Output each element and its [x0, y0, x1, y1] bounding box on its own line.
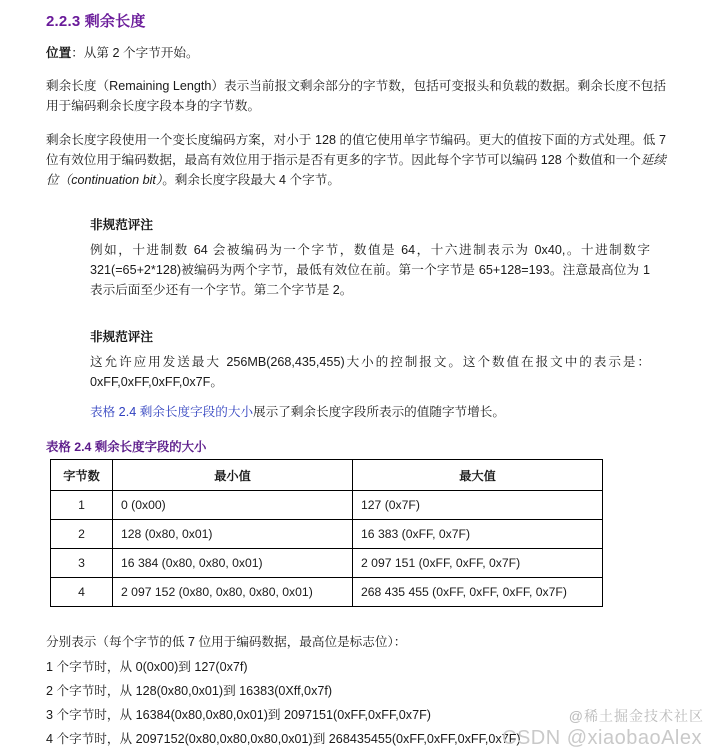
table-row [51, 491, 603, 520]
cell-max: 16 383 (0xFF, 0x7F) [353, 520, 603, 549]
cell-bytes: 1 [51, 491, 113, 520]
position-text: ：从第 2 个字节开始。 [71, 46, 199, 60]
cell-bytes: 2 [51, 520, 113, 549]
list-item: 3 个字节时，从 16384(0x80,0x80,0x01)到 2097151(0xFF,0xFF,0x7F) [46, 708, 431, 722]
table-cross-reference-link[interactable]: 表格 2.4 剩余长度字段的大小 [90, 405, 254, 419]
list-item: 2 个字节时，从 128(0x80,0x01)到 16383(0Xff,0x7f) [46, 684, 333, 698]
table-header-max: 最大值 [353, 460, 603, 491]
table-row [51, 520, 603, 549]
table-row [51, 578, 603, 607]
list-item: 1 个字节时，从 0(0x00)到 127(0x7f) [46, 660, 248, 674]
section-heading: 2.2.3 剩余长度 [46, 13, 146, 30]
note-2-title: 非规范评注 [90, 330, 153, 344]
note-block-1 [90, 214, 650, 300]
cell-min: 0 (0x00) [113, 491, 353, 520]
note-2-link-line [90, 402, 650, 422]
paragraph-varlen-part2: 。剩余长度字段最大 4 个字节。 [162, 173, 340, 187]
note-1-title: 非规范评注 [90, 218, 153, 232]
paragraph-varlen-italic: 延续位（continuation bit） [46, 153, 667, 187]
table-header-bytes: 字节数 [51, 460, 113, 491]
table-row [51, 549, 603, 578]
paragraph-varlen-part1: 剩余长度字段使用一个变长度编码方案，对小于 128 的值它使用单字节编码。更大的值按下面的方式处理。低 7 位有效位用于编码数据，最高有效位用于指示是否有更多的字节。因此每个字节可以编码 128 个数值和一个 [46, 133, 666, 167]
note-2-body: 这允许应用发送最大 256MB(268,435,455)大小的控制报文。这个数值在报文中的表示是：0xFF,0xFF,0xFF,0x7F。 [90, 355, 650, 389]
paragraph-remaining-length: 剩余长度（Remaining Length）表示当前报文剩余部分的字节数，包括可变报头和负载的数据。剩余长度不包括用于编码剩余长度字段本身的字节数。 [46, 79, 666, 113]
cell-bytes: 4 [51, 578, 113, 607]
note-block-2 [90, 326, 650, 422]
table-header-min: 最小值 [113, 460, 353, 491]
list-item: 4 个字节时，从 2097152(0x80,0x80,0x80,0x01)到 268435455(0xFF,0xFF,0xFF,0x7F) [46, 732, 521, 746]
table-header-row [51, 460, 603, 491]
cell-bytes: 3 [51, 549, 113, 578]
cell-min: 16 384 (0x80, 0x80, 0x01) [113, 549, 353, 578]
cell-min: 128 (0x80, 0x01) [113, 520, 353, 549]
watermark-csdn: CSDN @xiaobaoAlex [502, 727, 702, 749]
cell-max: 2 097 151 (0xFF, 0xFF, 0x7F) [353, 549, 603, 578]
table-cross-reference-tail: 展示了剩余长度字段所表示的值随字节增长。 [253, 405, 505, 419]
cell-max: 268 435 455 (0xFF, 0xFF, 0xFF, 0x7F) [353, 578, 603, 607]
table-caption: 表格 2.4 剩余长度字段的大小 [46, 440, 207, 454]
bottom-intro-text: 分别表示（每个字节的低 7 位用于编码数据，最高位是标志位）： [46, 635, 407, 649]
remaining-length-size-table [50, 459, 603, 607]
cell-max: 127 (0x7F) [353, 491, 603, 520]
paragraph-variable-length [46, 130, 666, 190]
watermark-juejin: @稀土掘金技术社区 [568, 708, 704, 724]
position-label: 位置 [46, 46, 72, 60]
note-1-body: 例如，十进制数 64 会被编码为一个字节，数值是 64，十六进制表示为 0x40,。十进制数字 321(=65+2*128)被编码为两个字节，最低有效位在前。第一个字节是 65+128=193。注意最高位为 1 表示后面至少还有一个字节。第二个字节是 2。 [90, 243, 650, 297]
cell-min: 2 097 152 (0x80, 0x80, 0x80, 0x01) [113, 578, 353, 607]
position-line [46, 43, 666, 63]
